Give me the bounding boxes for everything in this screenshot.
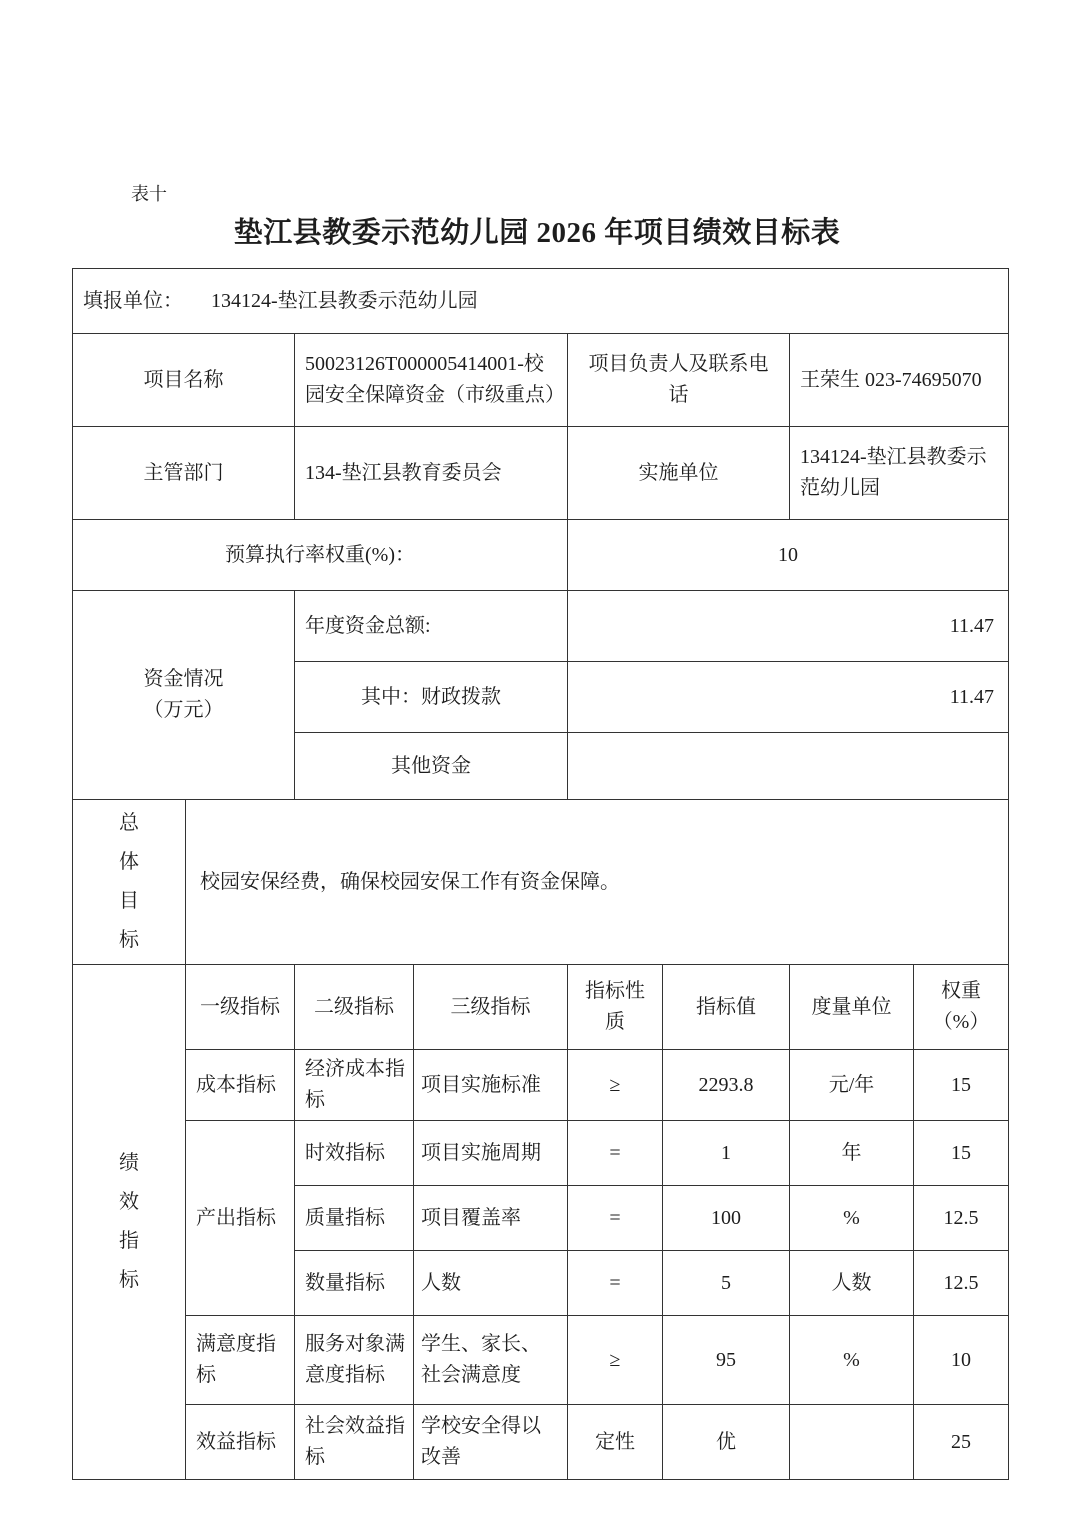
fiscal-allocation-value: 11.47 bbox=[568, 662, 1009, 733]
indicator-value: 95 bbox=[663, 1316, 790, 1405]
table-row bbox=[73, 965, 1009, 1050]
overall-goal-label bbox=[73, 800, 186, 965]
indicator-value: 5 bbox=[663, 1251, 790, 1316]
implementing-unit-label: 实施单位 bbox=[568, 427, 790, 520]
indicator-unit: 元/年 bbox=[790, 1050, 914, 1121]
implementing-unit-value: 134124-垫江县教委示范幼儿园 bbox=[790, 427, 1009, 520]
indicator-level3: 项目实施标准 bbox=[414, 1050, 568, 1121]
project-leader-label: 项目负责人及联系电话 bbox=[568, 334, 790, 427]
performance-target-table bbox=[72, 268, 1009, 1480]
indicator-level3: 人数 bbox=[414, 1251, 568, 1316]
indicator-level2: 质量指标 bbox=[295, 1186, 414, 1251]
indicator-weight: 12.5 bbox=[914, 1251, 1009, 1316]
table-row bbox=[73, 591, 1009, 662]
indicator-weight: 15 bbox=[914, 1050, 1009, 1121]
indicator-value: 优 bbox=[663, 1405, 790, 1480]
indicator-level1: 成本指标 bbox=[186, 1050, 295, 1121]
indicator-level3: 项目覆盖率 bbox=[414, 1186, 568, 1251]
overall-goal-char: 体 bbox=[119, 851, 139, 873]
project-name-value: 50023126T000005414001-校园安全保障资金（市级重点） bbox=[295, 334, 568, 427]
header-unit: 度量单位 bbox=[790, 965, 914, 1050]
header-weight: 权重（%） bbox=[914, 965, 1009, 1050]
indicator-unit: % bbox=[790, 1316, 914, 1405]
overall-goal-char: 目 bbox=[119, 890, 139, 912]
indicators-char: 效 bbox=[119, 1191, 139, 1213]
budget-weight-value: 10 bbox=[568, 520, 1009, 591]
indicator-unit: % bbox=[790, 1186, 914, 1251]
indicator-nature: 定性 bbox=[568, 1405, 663, 1480]
indicator-level2: 时效指标 bbox=[295, 1121, 414, 1186]
table-number-label: 表十 bbox=[131, 184, 167, 204]
indicator-level3: 学校安全得以改善 bbox=[414, 1405, 568, 1480]
overall-goal-char: 标 bbox=[119, 929, 139, 951]
funding-label-line1: 资金情况 bbox=[143, 668, 224, 690]
indicator-level1: 产出指标 bbox=[186, 1121, 295, 1316]
reporting-unit-value: 134124-垫江县教委示范幼儿园 bbox=[211, 289, 478, 312]
header-nature: 指标性质 bbox=[568, 965, 663, 1050]
indicators-char: 指 bbox=[119, 1230, 139, 1252]
table-row bbox=[73, 1316, 1009, 1405]
indicator-nature: = bbox=[568, 1121, 663, 1186]
indicators-char: 绩 bbox=[119, 1152, 139, 1174]
indicator-value: 1 bbox=[663, 1121, 790, 1186]
indicator-nature: = bbox=[568, 1186, 663, 1251]
indicator-level2: 数量指标 bbox=[295, 1251, 414, 1316]
indicator-weight: 15 bbox=[914, 1121, 1009, 1186]
funding-section-label bbox=[73, 591, 295, 800]
project-name-label: 项目名称 bbox=[73, 334, 295, 427]
table-row bbox=[73, 1050, 1009, 1121]
project-leader-value: 王荣生 023-74695070 bbox=[790, 334, 1009, 427]
indicator-level1: 效益指标 bbox=[186, 1405, 295, 1480]
indicator-level3: 项目实施周期 bbox=[414, 1121, 568, 1186]
other-funds-label: 其他资金 bbox=[295, 733, 568, 800]
other-funds-value bbox=[568, 733, 1009, 800]
header-level3: 三级指标 bbox=[414, 965, 568, 1050]
reporting-unit-cell bbox=[73, 269, 1009, 334]
table-row bbox=[73, 520, 1009, 591]
table-row bbox=[73, 427, 1009, 520]
indicator-level2: 经济成本指标 bbox=[295, 1050, 414, 1121]
indicator-nature: = bbox=[568, 1251, 663, 1316]
indicator-level2: 服务对象满意度指标 bbox=[295, 1316, 414, 1405]
table-row bbox=[73, 269, 1009, 334]
indicator-nature: ≥ bbox=[568, 1050, 663, 1121]
indicators-char: 标 bbox=[119, 1269, 139, 1291]
indicator-value: 2293.8 bbox=[663, 1050, 790, 1121]
indicator-unit: 人数 bbox=[790, 1251, 914, 1316]
budget-weight-label: 预算执行率权重(%)： bbox=[73, 520, 568, 591]
overall-goal-char: 总 bbox=[119, 812, 139, 834]
indicator-unit bbox=[790, 1405, 914, 1480]
header-level2: 二级指标 bbox=[295, 965, 414, 1050]
indicators-section-label bbox=[73, 965, 186, 1480]
indicator-nature: ≥ bbox=[568, 1316, 663, 1405]
header-value: 指标值 bbox=[663, 965, 790, 1050]
fiscal-allocation-label: 其中：财政拨款 bbox=[295, 662, 568, 733]
department-value: 134-垫江县教育委员会 bbox=[295, 427, 568, 520]
indicator-unit: 年 bbox=[790, 1121, 914, 1186]
department-label: 主管部门 bbox=[73, 427, 295, 520]
indicator-weight: 12.5 bbox=[914, 1186, 1009, 1251]
reporting-unit-label: 填报单位： bbox=[83, 289, 183, 312]
annual-total-value: 11.47 bbox=[568, 591, 1009, 662]
table-row bbox=[73, 334, 1009, 427]
indicator-level2: 社会效益指标 bbox=[295, 1405, 414, 1480]
indicator-level3: 学生、家长、社会满意度 bbox=[414, 1316, 568, 1405]
indicator-weight: 10 bbox=[914, 1316, 1009, 1405]
annual-total-label: 年度资金总额: bbox=[295, 591, 568, 662]
table-row bbox=[73, 800, 1009, 965]
overall-goal-text: 校园安保经费，确保校园安保工作有资金保障。 bbox=[186, 800, 1009, 965]
indicator-value: 100 bbox=[663, 1186, 790, 1251]
indicator-level1: 满意度指标 bbox=[186, 1316, 295, 1405]
table-row bbox=[73, 1121, 1009, 1186]
header-level1: 一级指标 bbox=[186, 965, 295, 1050]
funding-label-line2: （万元） bbox=[143, 699, 224, 721]
page-title: 垫江县教委示范幼儿园 2026 年项目绩效目标表 bbox=[233, 217, 841, 249]
indicator-weight: 25 bbox=[914, 1405, 1009, 1480]
table-row bbox=[73, 1405, 1009, 1480]
